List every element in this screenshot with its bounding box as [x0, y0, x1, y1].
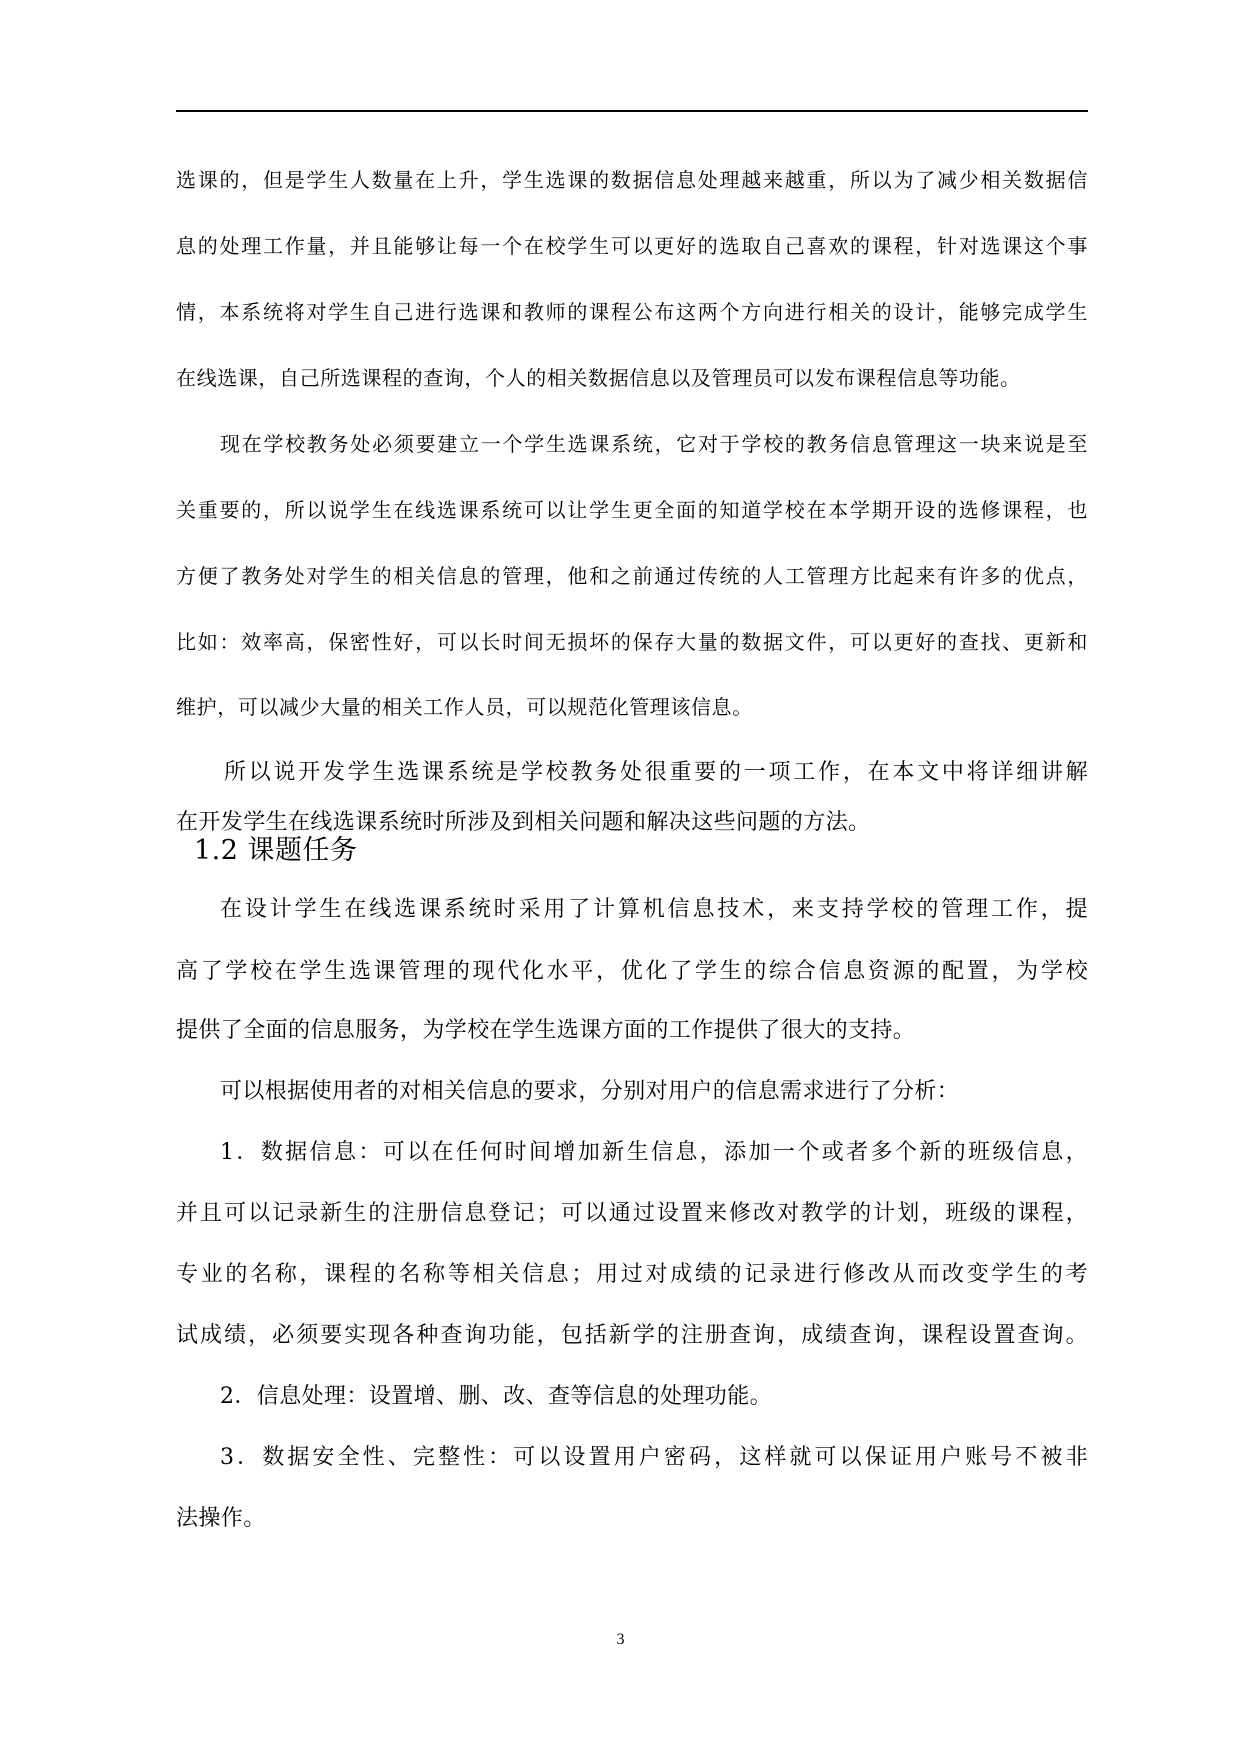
paragraph-line: 3．数据安全性、完整性：可以设置用户密码，这样就可以保证用户账号不被非 [220, 1445, 1088, 1470]
paragraph-line: 情，本系统将对学生自己进行选课和教师的课程公布这两个方向进行相关的设计，能够完成学生 [176, 300, 1088, 324]
paragraph-line: 在开发学生在线选课系统时所涉及到相关问题和解决这些问题的方法。 [176, 810, 871, 835]
paragraph-line: 在设计学生在线选课系统时采用了计算机信息技术，来支持学校的管理工作，提 [220, 897, 1088, 922]
header-rule [176, 110, 1088, 112]
paragraph-line: 并且可以记录新生的注册信息登记；可以通过设置来修改对教学的计划，班级的课程， [176, 1201, 1088, 1226]
paragraph-line: 专业的名称，课程的名称等相关信息；用过对成绩的记录进行修改从而改变学生的考 [176, 1262, 1088, 1287]
paragraph-line: 关重要的，所以说学生在线选课系统可以让学生更全面的知道学校在本学期开设的选修课程，也 [176, 498, 1088, 522]
paragraph-line: 维护，可以减少大量的相关工作人员，可以规范化管理该信息。 [176, 695, 753, 719]
paragraph-line: 2．信息处理：设置增、删、改、查等信息的处理功能。 [220, 1384, 772, 1409]
paragraph-line: 方便了教务处对学生的相关信息的管理，他和之前通过传统的人工管理方比起来有许多的优点， [176, 564, 1088, 588]
paragraph-line: 比如：效率高，保密性好，可以长时间无损坏的保存大量的数据文件，可以更好的查找、更新和 [176, 630, 1088, 654]
paragraph-line: 息的处理工作量，并且能够让每一个在校学生可以更好的选取自己喜欢的课程，针对选课这个事 [176, 234, 1088, 258]
section-heading: 1.2 课题任务 [194, 835, 358, 866]
paragraph-line: 高了学校在学生选课管理的现代化水平，优化了学生的综合信息资源的配置，为学校 [176, 959, 1088, 984]
paragraph-line: 选课的，但是学生人数量在上升，学生选课的数据信息处理越来越重，所以为了减少相关数据信 [176, 168, 1088, 192]
paragraph-line: 可以根据使用者的对相关信息的要求，分别对用户的信息需求进行了分析： [220, 1079, 960, 1104]
paragraph-line: 提供了全面的信息服务，为学校在学生选课方面的工作提供了很大的支持。 [176, 1018, 916, 1043]
paragraph-line: 现在学校教务处必须要建立一个学生选课系统，它对于学校的教务信息管理这一块来说是至 [220, 432, 1088, 456]
page-number: 3 [616, 1631, 625, 1648]
paragraph-line: 1．数据信息：可以在任何时间增加新生信息，添加一个或者多个新的班级信息， [220, 1140, 1088, 1165]
paragraph-line: 试成绩，必须要实现各种查询功能，包括新学的注册查询，成绩查询，课程设置查询。 [176, 1323, 1088, 1348]
paragraph-line: 法操作。 [176, 1506, 266, 1531]
paragraph-line: 在线选课，自己所选课程的查询，个人的相关数据信息以及管理员可以发布课程信息等功能。 [176, 366, 1021, 390]
paragraph-line: 所以说开发学生选课系统是学校教务处很重要的一项工作，在本文中将详细讲解 [224, 760, 1088, 785]
